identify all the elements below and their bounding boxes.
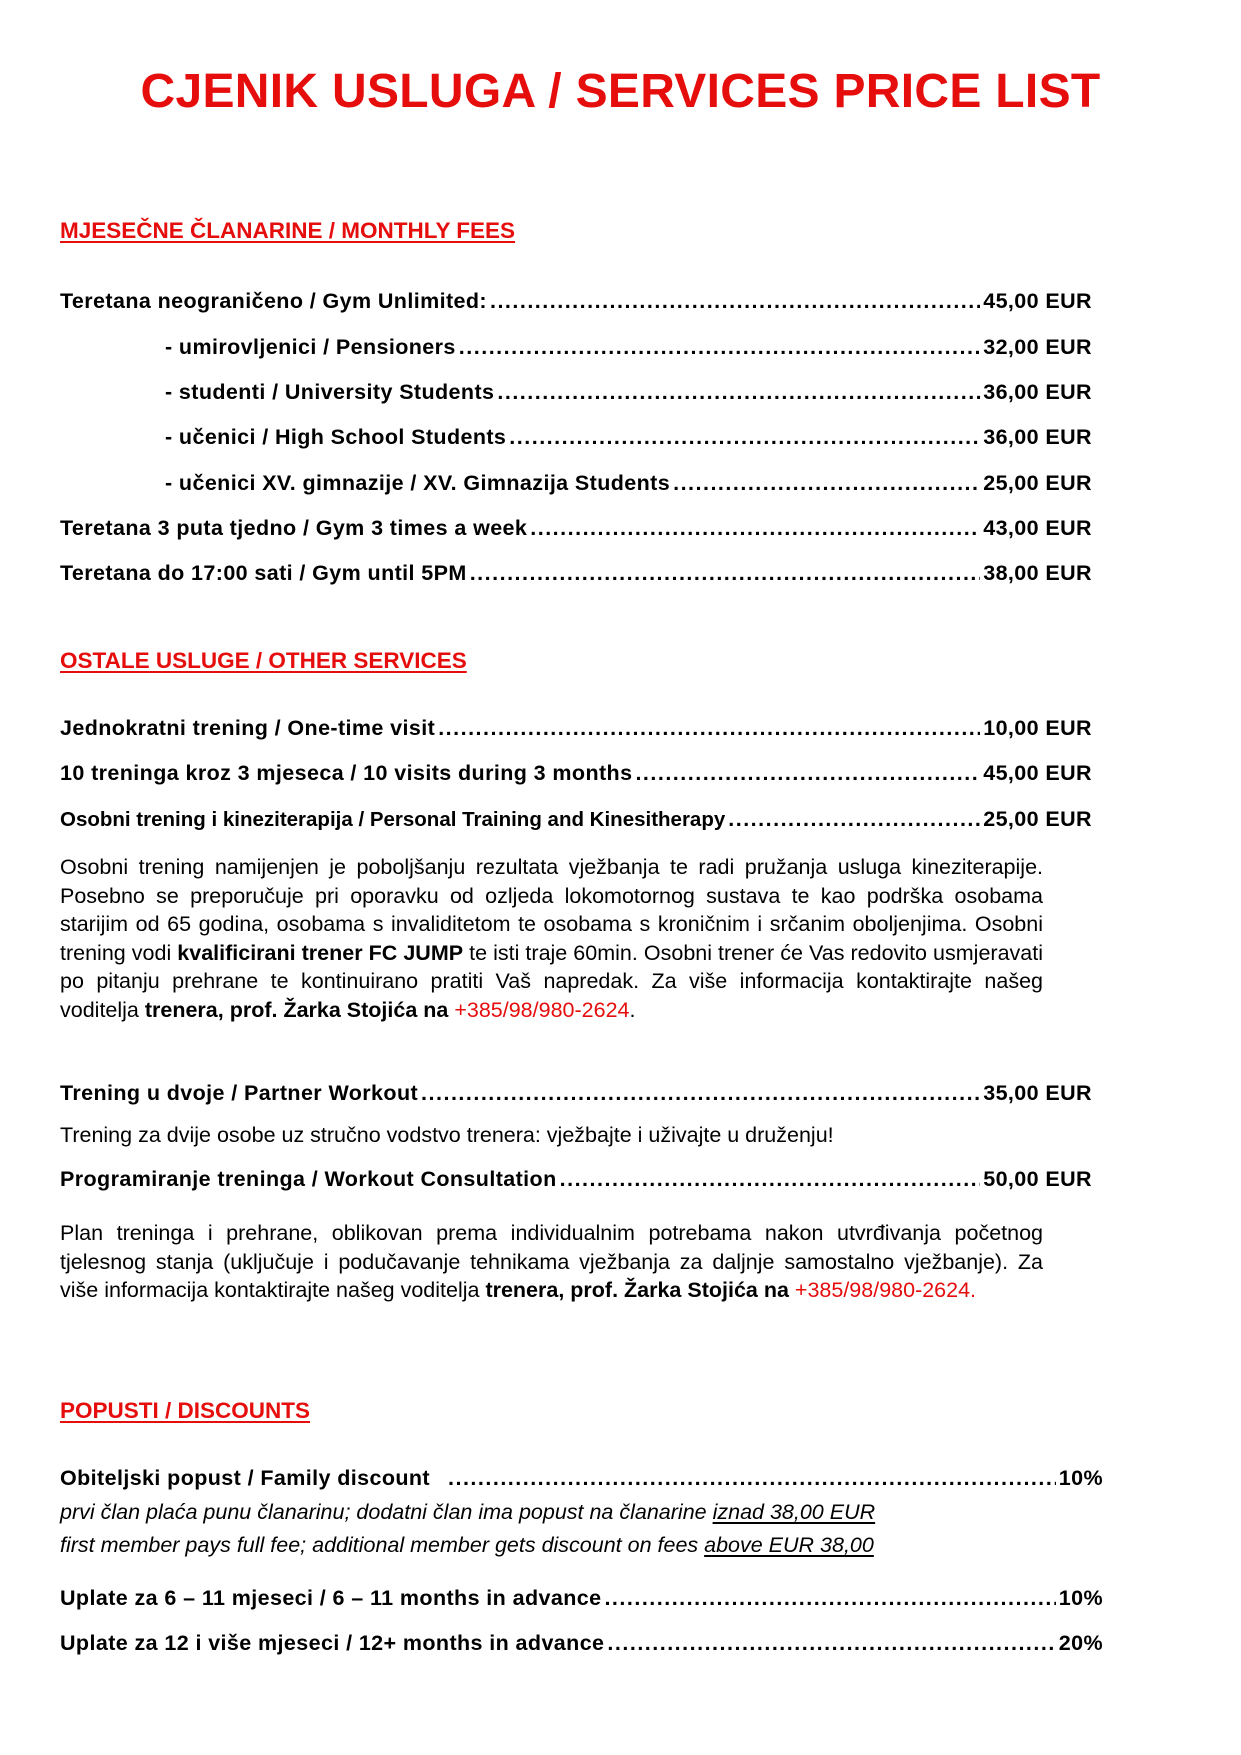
price-label: Teretana do 17:00 sati / Gym until 5PM bbox=[60, 561, 467, 585]
phone-number: +385/98/980-2624 bbox=[454, 997, 630, 1022]
price-label: Teretana 3 puta tjedno / Gym 3 times a week bbox=[60, 516, 528, 540]
discount-value: 10% bbox=[1058, 1586, 1103, 1610]
family-discount-note-hr bbox=[60, 1497, 875, 1527]
description-text: Plan treninga i prehrane, oblikovan prema individualnim potrebama nakon utvrđivanja početnog tjelesnog stanja (uključuje i podučavanje tehnikama vježbanja za daljnje samostalno vježbanje). Za više informacija kontaktirajte našeg voditelja bbox=[60, 1221, 1043, 1302]
price-row-ten-visits bbox=[60, 758, 1092, 788]
monthly-fees-heading: MJESEČNE ČLANARINE / MONTHLY FEES bbox=[60, 218, 516, 243]
discount-row-6-11-months bbox=[60, 1583, 1103, 1613]
note-threshold: iznad 38,00 EUR bbox=[712, 1500, 876, 1524]
leader-dots bbox=[560, 1164, 981, 1194]
partner-workout-description: Trening za dvije osobe uz stručno vodstvo trenera: vježbajte i uživajte u druženju! bbox=[60, 1123, 834, 1147]
discount-label: Obiteljski popust / Family discount bbox=[60, 1466, 430, 1490]
discount-label: Uplate za 6 – 11 mjeseci / 6 – 11 months in advance bbox=[60, 1586, 602, 1610]
price-label: - učenici / High School Students bbox=[165, 425, 507, 449]
price-row-pensioners bbox=[165, 332, 1092, 362]
contact-name: trenera, prof. Žarka Stojića na bbox=[144, 997, 455, 1022]
price-value: 10,00 EUR bbox=[983, 716, 1092, 740]
price-value: 50,00 EUR bbox=[983, 1167, 1092, 1191]
leader-dots bbox=[604, 1583, 1055, 1613]
leader-dots bbox=[530, 513, 980, 543]
leader-dots bbox=[470, 558, 981, 588]
price-value: 45,00 EUR bbox=[983, 289, 1092, 313]
other-services-heading: OSTALE USLUGE / OTHER SERVICES bbox=[60, 648, 467, 673]
phone-number: +385/98/980-2624. bbox=[794, 1278, 977, 1302]
description-text: te isti traje 60min. Osobni trener će Vas redovito usmjeravati po pitanju prehrane te kontinuirano pratiti Vaš napredak. Za više informacija kontaktirajte našeg voditelja bbox=[60, 940, 1043, 1022]
price-row-university-students bbox=[165, 377, 1092, 407]
leader-dots bbox=[490, 286, 980, 316]
page-title: CJENIK USLUGA / SERVICES PRICE LIST bbox=[140, 65, 1101, 118]
price-value: 45,00 EUR bbox=[983, 761, 1092, 785]
price-row-xv-gimnazija bbox=[165, 468, 1092, 498]
price-label: Trening u dvoje / Partner Workout bbox=[60, 1081, 419, 1105]
personal-training-description bbox=[60, 853, 1043, 1024]
price-row-gym-unlimited bbox=[60, 286, 1092, 316]
trainer-qualification: kvalificirani trener FC JUMP bbox=[177, 940, 464, 965]
price-row-gym-3-times bbox=[60, 513, 1092, 543]
family-discount-note-en bbox=[60, 1530, 874, 1560]
discount-value: 10% bbox=[1058, 1466, 1103, 1490]
price-row-gym-until-5pm bbox=[60, 558, 1092, 588]
price-value: 25,00 EUR bbox=[983, 471, 1092, 495]
price-row-workout-consultation bbox=[60, 1164, 1092, 1194]
price-label: - umirovljenici / Pensioners bbox=[165, 335, 456, 359]
leader-dots bbox=[438, 713, 980, 743]
price-value: 32,00 EUR bbox=[983, 335, 1092, 359]
price-label: Teretana neograničeno / Gym Unlimited: bbox=[60, 289, 487, 313]
contact-name: trenera, prof. Žarka Stojića na bbox=[485, 1278, 795, 1302]
note-threshold: above EUR 38,00 bbox=[704, 1533, 874, 1557]
price-label: 10 treninga kroz 3 mjeseca / 10 visits during 3 months bbox=[60, 761, 633, 785]
price-value: 36,00 EUR bbox=[983, 425, 1092, 449]
leader-dots bbox=[673, 468, 980, 498]
price-value: 36,00 EUR bbox=[983, 380, 1092, 404]
note-text: prvi član plaća punu članarinu; dodatni član ima popust na članarine bbox=[60, 1500, 713, 1524]
price-label: Programiranje treninga / Workout Consultation bbox=[60, 1167, 557, 1191]
discount-label: Uplate za 12 i više mjeseci / 12+ months in advance bbox=[60, 1631, 605, 1655]
price-row-one-time-visit bbox=[60, 713, 1092, 743]
price-row-high-school-students bbox=[165, 422, 1092, 452]
price-label: - učenici XV. gimnazije / XV. Gimnazija Students bbox=[165, 471, 671, 495]
leader-dots bbox=[607, 1628, 1055, 1658]
price-label: Jednokratni trening / One-time visit bbox=[60, 716, 436, 740]
discount-row-family bbox=[60, 1463, 1103, 1493]
price-row-personal-training bbox=[60, 804, 1092, 834]
leader-dots bbox=[509, 422, 980, 452]
price-row-partner-workout bbox=[60, 1078, 1092, 1108]
price-value: 35,00 EUR bbox=[983, 1081, 1092, 1105]
workout-consultation-description bbox=[60, 1219, 1043, 1305]
description-text: Osobni trening namijenjen je poboljšanju rezultata vježbanja te radi pružanja usluga kineziterapije. Posebno se preporučuje pri oporavku od ozljeda lokomotornog sustava te kao podrška osobama starijim od 65 godina, osobama s invaliditetom te osobama s kroničnim i srčanim oboljenjima. Osobni trening vodi bbox=[60, 855, 1043, 965]
period: . bbox=[629, 997, 636, 1022]
price-value: 43,00 EUR bbox=[983, 516, 1092, 540]
note-text: first member pays full fee; additional member gets discount on fees bbox=[60, 1533, 705, 1557]
leader-dots bbox=[421, 1078, 980, 1108]
discount-row-12-months bbox=[60, 1628, 1103, 1658]
leader-dots bbox=[459, 332, 980, 362]
price-value: 25,00 EUR bbox=[983, 807, 1092, 831]
discounts-heading: POPUSTI / DISCOUNTS bbox=[60, 1398, 311, 1423]
leader-dots bbox=[635, 758, 980, 788]
leader-dots bbox=[448, 1463, 1056, 1493]
leader-dots bbox=[728, 804, 980, 834]
leader-dots bbox=[497, 377, 980, 407]
price-value: 38,00 EUR bbox=[983, 561, 1092, 585]
price-label: - studenti / University Students bbox=[165, 380, 495, 404]
price-label: Osobni trening i kineziterapija / Personal Training and Kinesitherapy bbox=[60, 808, 726, 831]
discount-value: 20% bbox=[1058, 1631, 1103, 1655]
